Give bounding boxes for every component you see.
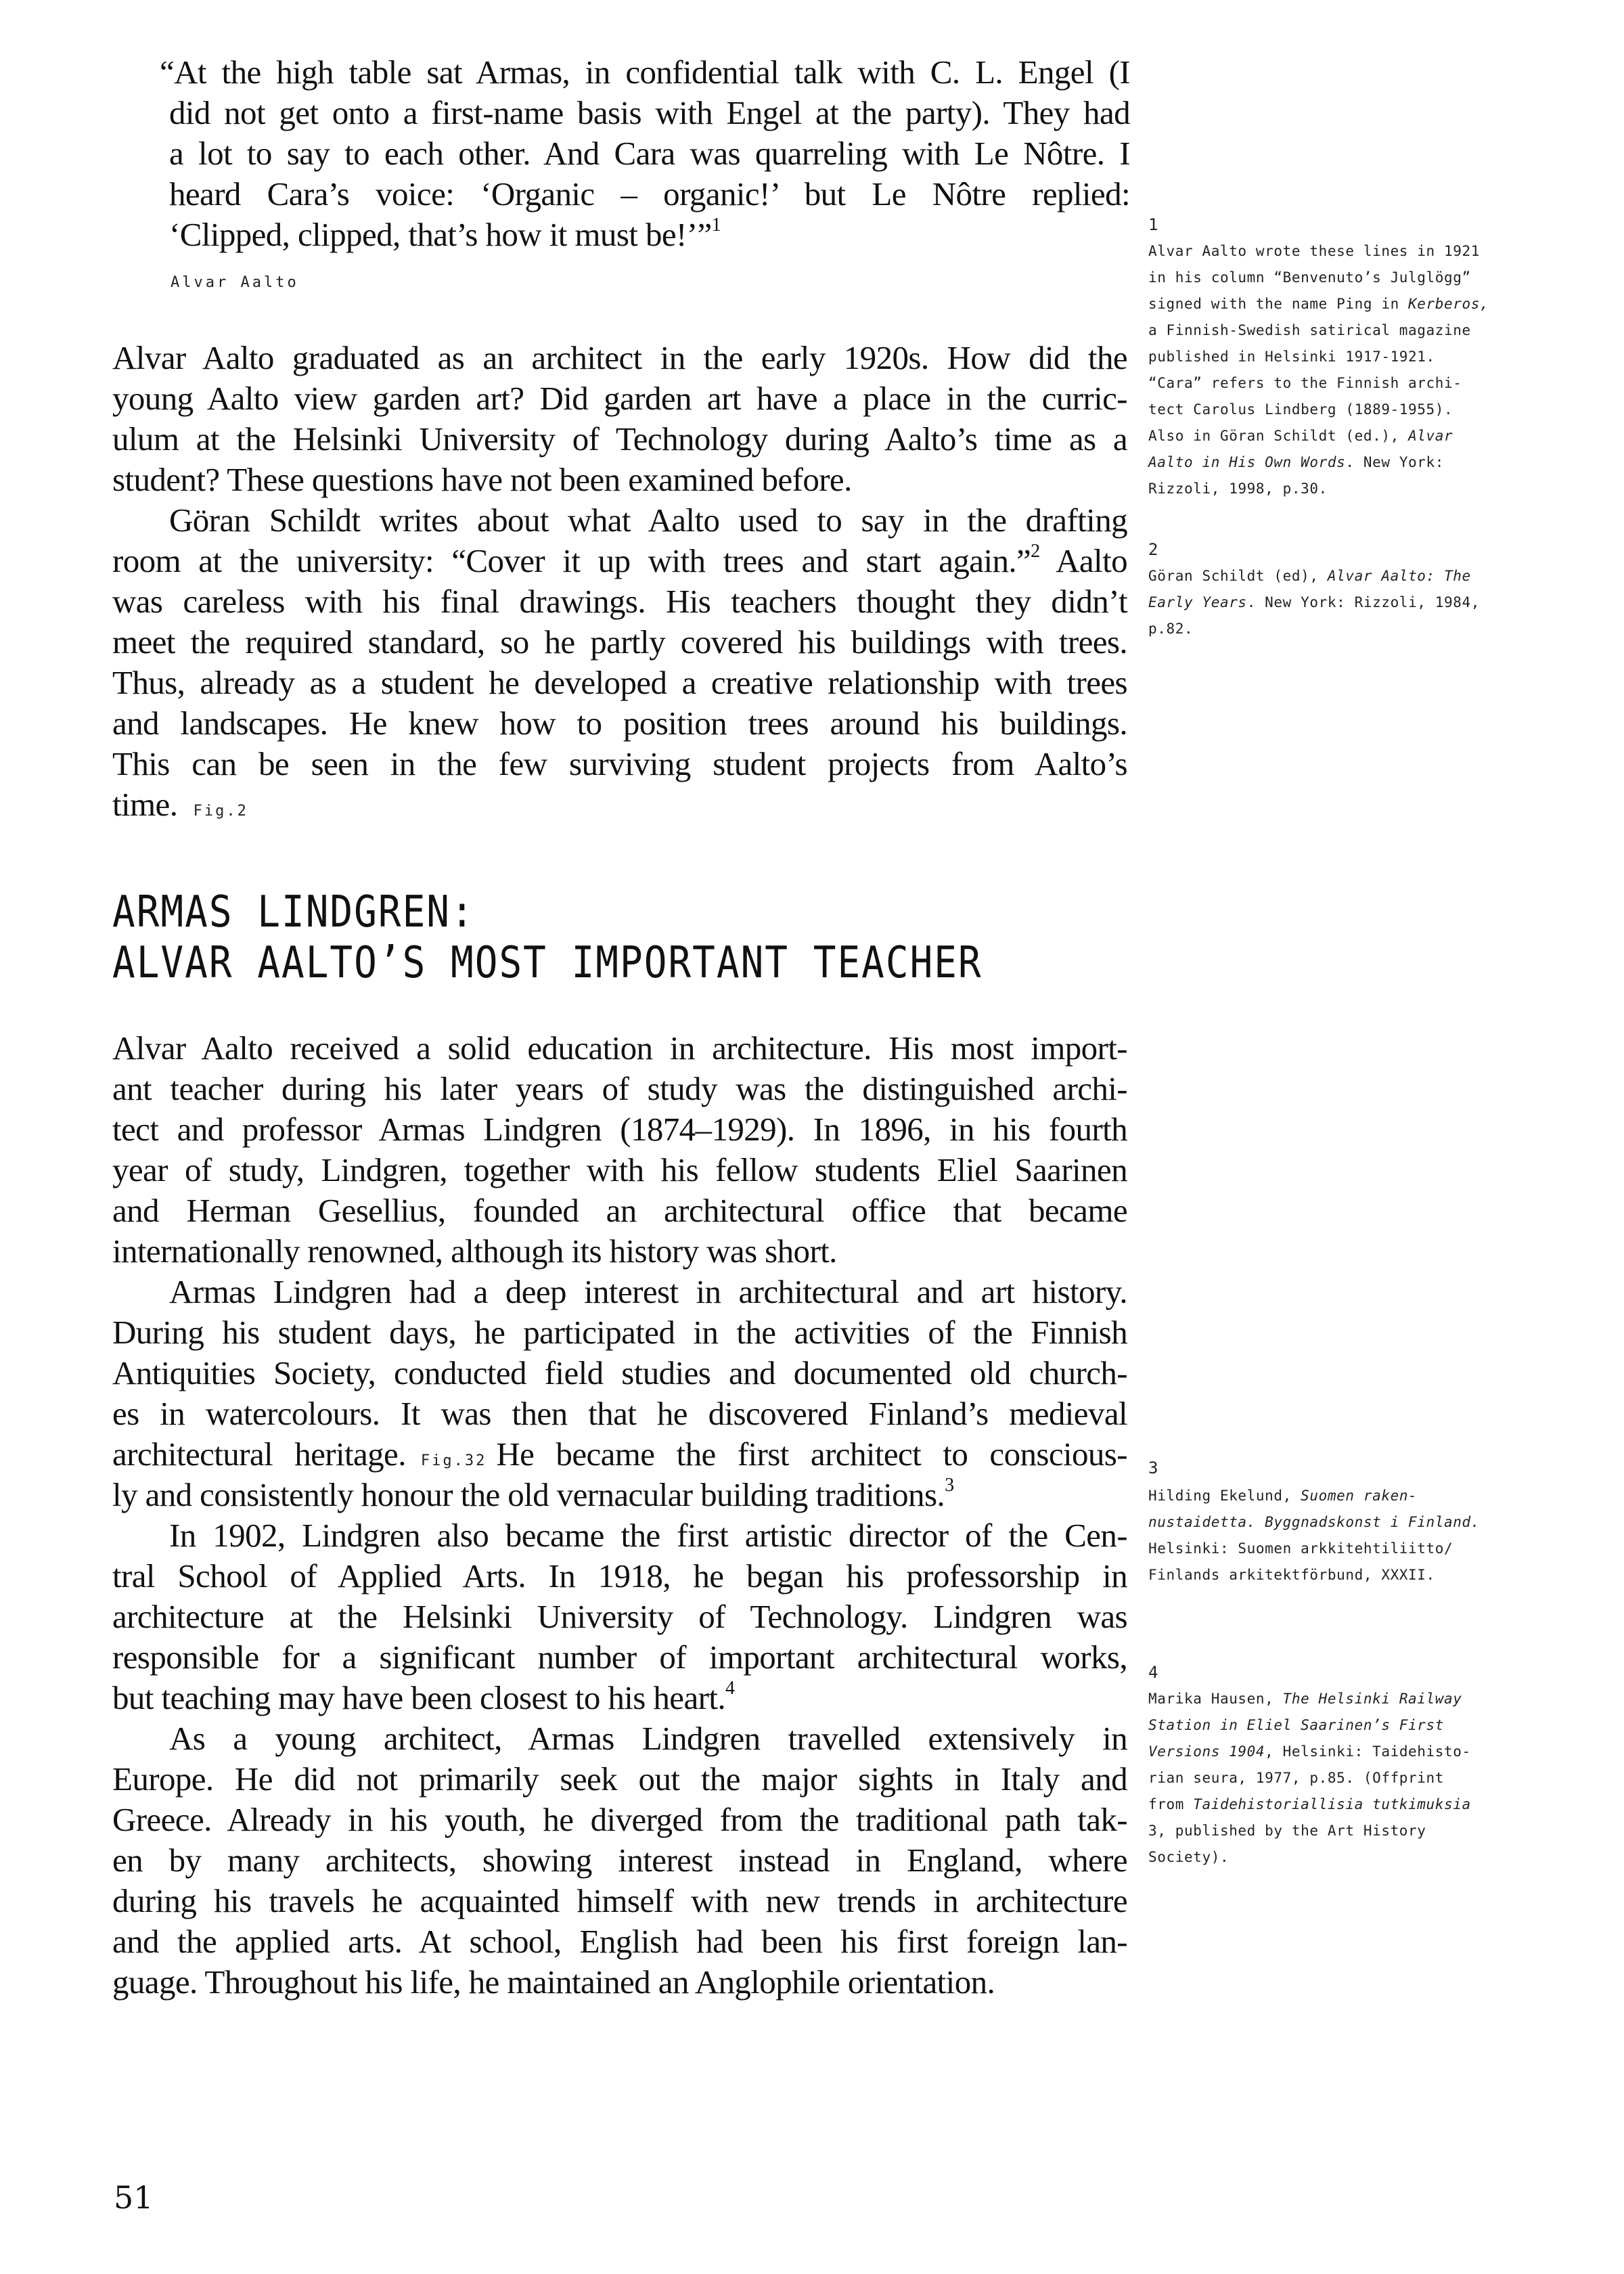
epigraph-line-text: ‘Clipped, clipped, that’s how it must be!’” <box>169 216 712 253</box>
footnote-italic: Station in Eliel Saarinen’s First <box>1148 1717 1445 1733</box>
body-line: internationally renowned, although its history was short. <box>112 1232 837 1270</box>
body-line: during his travels he acquainted himself with new trends in architecture <box>112 1882 1127 1919</box>
footnote-line: Helsinki: Suomen arkkitehtiliitto/ <box>1148 1540 1453 1557</box>
footnote-line <box>1148 454 1595 470</box>
footnote-text: from <box>1148 1796 1194 1812</box>
epigraph-line: heard Cara’s voice: ‘Organic – organic!’ but Le Nôtre replied: <box>169 175 1130 213</box>
footnote-number: 4 <box>1148 1663 1158 1682</box>
body-line: Greece. Already in his youth, he diverged from the traditional path tak- <box>112 1801 1127 1838</box>
footnote-line <box>1148 1796 1595 1812</box>
body-line-text: architectural heritage. <box>112 1435 406 1473</box>
footnote-line: Rizzoli, 1998, p.30. <box>1148 481 1328 497</box>
body-line: and Herman Gesellius, founded an architectural office that became <box>112 1192 1127 1229</box>
footnote-ref[interactable]: 2 <box>1031 541 1040 562</box>
epigraph-line: a lot to say to each other. And Cara was quarreling with Le Nôtre. I <box>169 135 1130 172</box>
footnote-line <box>1148 1691 1595 1707</box>
figure-reference[interactable]: Fig.2 <box>193 803 248 820</box>
footnote-italic: Versions 1904 <box>1148 1743 1265 1760</box>
figure-reference[interactable]: Fig.32 <box>420 1452 487 1469</box>
body-line: meet the required standard, so he partly covered his buildings with trees. <box>112 623 1127 661</box>
page-number: 51 <box>114 2179 154 2216</box>
footnote-text: , Helsinki: Taidehisto- <box>1265 1743 1471 1760</box>
body-line: In 1902, Lindgren also became the first artistic director of the Cen- <box>169 1517 1127 1554</box>
footnote-line <box>1148 594 1595 610</box>
epigraph-line <box>169 215 1130 254</box>
footnote-text: Marika Hausen, <box>1148 1691 1283 1707</box>
footnote-italic: Alvar <box>1408 428 1453 444</box>
body-line <box>112 1678 1127 1717</box>
footnote-italic: The Helsinki Railway <box>1282 1691 1462 1707</box>
epigraph-attribution: Alvar Aalto <box>171 274 299 291</box>
footnote-italic: nustaidetta. Byggnadskonst i Finland. <box>1148 1514 1480 1530</box>
footnote-line: Society). <box>1148 1849 1230 1865</box>
body-line <box>112 1475 1127 1514</box>
footnote-text: Hilding Ekelund, <box>1148 1488 1301 1504</box>
body-line <box>112 1435 1127 1473</box>
footnote-text: Also in Göran Schildt (ed.), <box>1148 428 1409 444</box>
footnote-line: p.82. <box>1148 621 1194 637</box>
footnote-line: rian seura, 1977, p.85. (Offprint <box>1148 1770 1445 1786</box>
body-line-text: room at the university: “Cover it up with trees and start again.” <box>112 542 1031 579</box>
footnote-number: 2 <box>1148 540 1158 559</box>
body-line: Europe. He did not primarily seek out the major sights in Italy and <box>112 1760 1127 1798</box>
epigraph-line: “At the high table sat Armas, in confidential talk with C. L. Engel (I <box>160 53 1130 91</box>
section-heading-line1: ARMAS LINDGREN: <box>112 887 475 937</box>
footnote-italic: Aalto in His Own Words <box>1148 454 1346 470</box>
body-line: en by many architects, showing interest instead in England, where <box>112 1842 1127 1879</box>
footnote-ref[interactable]: 3 <box>945 1475 954 1496</box>
footnote-line: Finlands arkitektförbund, XXXII. <box>1148 1567 1435 1583</box>
footnote-italic: Early Years <box>1148 594 1247 610</box>
body-line-text: but teaching may have been closest to his heart. <box>112 1679 725 1716</box>
footnote-text: Göran Schildt (ed), <box>1148 568 1328 584</box>
body-line: Alvar Aalto graduated as an architect in the early 1920s. How did the <box>112 339 1127 376</box>
footnote-line <box>1148 1488 1595 1504</box>
footnote-italic: Alvar Aalto: The <box>1327 568 1471 584</box>
body-line: Antiquities Society, conducted field studies and documented old church- <box>112 1354 1127 1391</box>
footnote-line: published in Helsinki 1917-1921. <box>1148 349 1435 365</box>
body-line: young Aalto view garden art? Did garden art have a place in the curric- <box>112 380 1127 417</box>
body-line: Thus, already as a student he developed a creative relationship with trees <box>112 664 1127 701</box>
footnote-ref[interactable]: 1 <box>711 215 721 236</box>
body-line: es in watercolours. It was then that he discovered Finland’s medieval <box>112 1395 1127 1432</box>
body-line: During his student days, he participated in the activities of the Finnish <box>112 1314 1127 1351</box>
footnote-line <box>1148 1514 1595 1530</box>
footnote-text: signed with the name Ping in <box>1148 296 1409 312</box>
body-line: architecture at the Helsinki University of Technology. Lindgren was <box>112 1598 1127 1635</box>
footnote-text: . New York: Rizzoli, 1984, <box>1246 594 1481 610</box>
body-line: was careless with his final drawings. His teachers thought they didn’t <box>112 583 1127 620</box>
footnote-line: Alvar Aalto wrote these lines in 1921 <box>1148 243 1480 259</box>
body-line <box>112 785 1127 824</box>
section-heading-line2: ALVAR AALTO’S MOST IMPORTANT TEACHER <box>112 937 983 988</box>
body-line-text: time. <box>112 786 178 823</box>
footnote-italic: Kerberos, <box>1408 296 1489 312</box>
footnote-line <box>1148 1717 1595 1733</box>
footnote-number: 1 <box>1148 215 1158 234</box>
body-line: ant teacher during his later years of study was the distinguished archi- <box>112 1070 1127 1107</box>
body-line: student? These questions have not been examined before. <box>112 461 852 498</box>
body-line-text: He became the first architect to conscious- <box>496 1435 1127 1473</box>
footnote-ref[interactable]: 4 <box>725 1678 735 1699</box>
footnote-line: tect Carolus Lindberg (1889-1955). <box>1148 401 1453 418</box>
body-line-text: Aalto <box>1039 542 1127 579</box>
body-line: tral School of Applied Arts. In 1918, he began his professorship in <box>112 1557 1127 1595</box>
footnote-line <box>1148 1743 1595 1760</box>
footnote-line: in his column “Benvenuto’s Julglögg” <box>1148 269 1471 286</box>
body-line: As a young architect, Armas Lindgren travelled extensively in <box>169 1720 1127 1757</box>
footnote-line: a Finnish-Swedish satirical magazine <box>1148 322 1471 338</box>
footnote-line: 3, published by the Art History <box>1148 1823 1426 1839</box>
body-line: and the applied arts. At school, English had been his first foreign lan- <box>112 1923 1127 1960</box>
body-line <box>112 541 1127 580</box>
body-line: Göran Schildt writes about what Aalto used to say in the drafting <box>169 501 1127 539</box>
body-line: responsible for a significant number of important architectural works, <box>112 1638 1127 1676</box>
footnote-italic: Taidehistoriallisia tutkimuksia <box>1193 1796 1471 1812</box>
footnote-line <box>1148 568 1595 584</box>
footnote-line <box>1148 428 1595 444</box>
footnote-text: . New York: <box>1345 454 1445 470</box>
epigraph-line: did not get onto a first-name basis with Engel at the party). They had <box>169 94 1130 131</box>
footnote-number: 3 <box>1148 1458 1158 1477</box>
body-line: and landscapes. He knew how to position trees around his buildings. <box>112 705 1127 742</box>
body-line: guage. Throughout his life, he maintained an Anglophile orientation. <box>112 1963 995 2001</box>
body-line: year of study, Lindgren, together with his fellow students Eliel Saarinen <box>112 1151 1127 1188</box>
body-line: Alvar Aalto received a solid education in architecture. His most import- <box>112 1029 1127 1067</box>
body-line: Armas Lindgren had a deep interest in architectural and art history. <box>169 1273 1127 1310</box>
body-line: ulum at the Helsinki University of Technology during Aalto’s time as a <box>112 420 1127 458</box>
body-line: This can be seen in the few surviving student projects from Aalto’s <box>112 745 1127 782</box>
body-line: tect and professor Armas Lindgren (1874–1929). In 1896, in his fourth <box>112 1111 1127 1148</box>
footnote-line <box>1148 296 1595 312</box>
body-line-text: ly and consistently honour the old vernacular building traditions. <box>112 1476 945 1513</box>
footnote-line: “Cara” refers to the Finnish archi- <box>1148 375 1462 391</box>
footnote-italic: Suomen raken- <box>1301 1488 1418 1504</box>
